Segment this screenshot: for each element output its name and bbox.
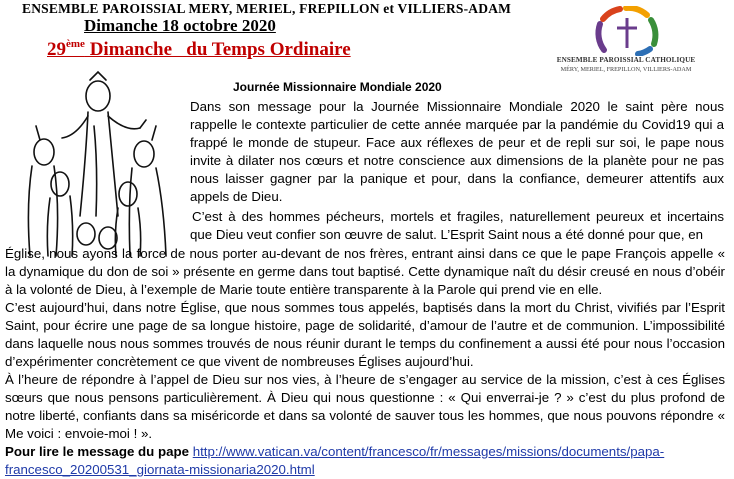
- parish-logo: [546, 6, 706, 78]
- article-paragraph-4: À l’heure de répondre à l’appel de Dieu sur nos vies, à l’heure de s’engager au service de la mission, c’est à ces Églises sœurs que nous pensons particulièrement. À Dieu qui nous questionne : « Qui enverrai-je ? » c’est du plus profond de notre liberté, confiants dans sa miséricorde et dans sa volonté de sauver tous les hommes, que nous pouvons répondre « Me voici : envoie-moi ! ».: [5, 372, 725, 441]
- sunday-label: Dimanche du Temps Ordinaire: [84, 39, 351, 60]
- parish-header: ENSEMBLE PAROISSIAL MERY, MERIEL, FREPILLON et VILLIERS-ADAM: [22, 1, 512, 16]
- sunday-ordinal: ème: [66, 38, 85, 50]
- date-heading: Dimanche 18 octobre 2020: [84, 16, 276, 35]
- logo-towns: MÉRY, MERIEL, FREPILLON, VILLIERS-ADAM: [560, 66, 692, 73]
- article-paragraph-1: [190, 98, 724, 206]
- sunday-title: [47, 38, 351, 61]
- paragraph-text: Dans son message pour la Journée Missionnaire Mondiale 2020 le saint père nous rappelle le contexte particulier de cette année marquée par la pandémie du Covid19 qui a frappé le monde de stupeur. Face aux réflexes de peur et de repli sur soi, le pape nous invite à dilater nos cœurs et notre conscience aux dimensions de la planète pour ne pas nous laisser gagner par la panique et pour, dans la confiance, demeurer attentifs aux appels de Dieu.: [190, 99, 724, 204]
- source-link-line: [5, 443, 725, 479]
- logo-name: ENSEMBLE PAROISSIAL CATHOLIQUE: [556, 56, 696, 64]
- article-paragraph-2-continued: Église, nous ayons la force de nous porter au-devant de nos frères, entrant ainsi dans ce que le pape François appelle « la dynamique du don de soi » présente en germe dans tout baptisé. Cette dynamique naît du désir creusé en nous d’obéir à la volonté de Dieu, à l’exemple de Marie toute entière transparente à la Parole qui prend vie en elle.: [5, 246, 725, 297]
- jesus-apostles-sketch-icon: [16, 66, 184, 262]
- sunday-number: 29: [47, 39, 66, 60]
- apostles-illustration: [16, 66, 184, 262]
- vatican-message-link[interactable]: http://www.vatican.va/content/francesco/fr/messages/missions/documents/papa-francesco_20200531_giornata-missionaria2020.html: [5, 444, 665, 477]
- article-paragraph-3: C’est aujourd’hui, dans notre Église, que nous sommes tous appelés, baptisés dans la mort du Christ, vivifiés par l’Esprit Saint, pour écrire une page de sa longue histoire, page de solidarité, d’amour de l’autre et de communion. L’impossibilité dans laquelle nous nous sommes trouvés de nous réunir durant le temps du confinement a aussi été pour nous l’occasion d’expérimenter concrètement ce que vivent de nombreuses Églises aujourd’hui.: [5, 300, 725, 369]
- article-paragraph-2: [190, 208, 724, 244]
- paragraph-text: C’est à des hommes pécheurs, mortels et fragiles, naturellement peureux et incertains que Dieu veut confier son œuvre de salut. L’Esprit Saint nous a été donné pour que, en: [190, 209, 724, 242]
- article-body-full-width: [5, 245, 725, 479]
- source-link-label: Pour lire le message du pape: [5, 444, 190, 459]
- article-title: Journée Missionnaire Mondiale 2020: [233, 80, 442, 94]
- logo-mark-icon: [592, 6, 662, 56]
